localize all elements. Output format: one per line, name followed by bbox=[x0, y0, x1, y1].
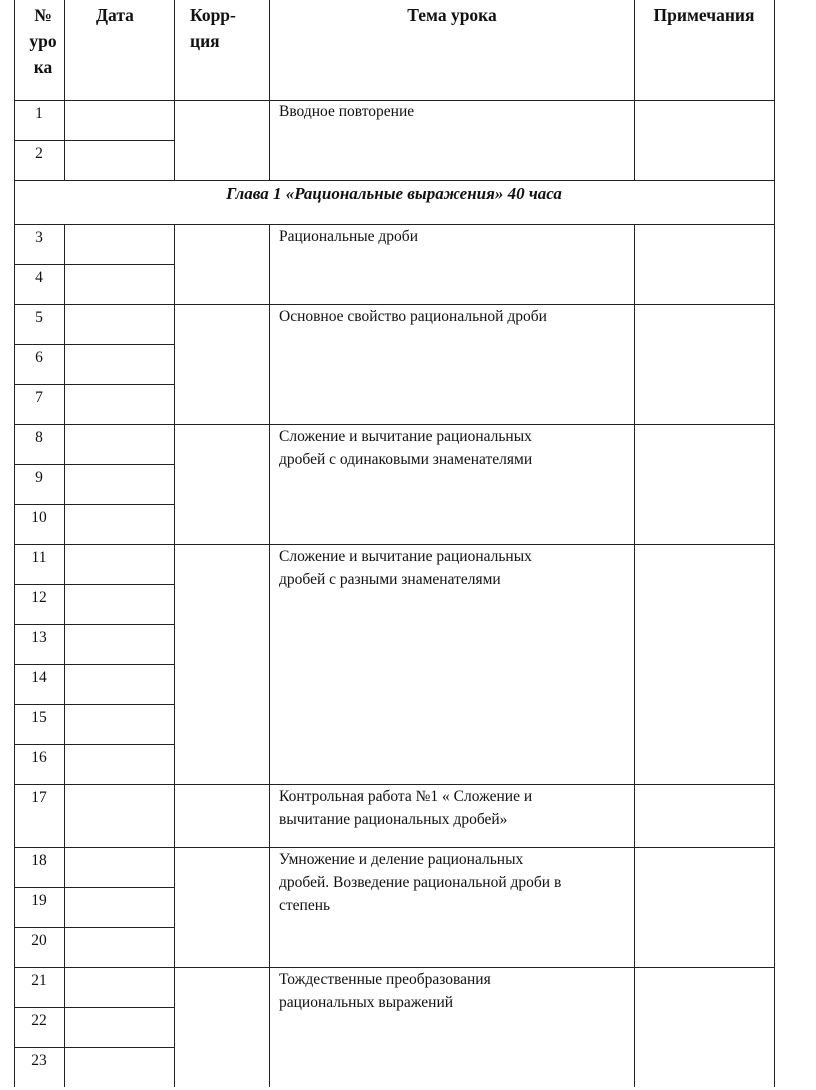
topic-text: Тождественные преобразования рациональных выражений bbox=[279, 971, 491, 1011]
topic-text: Сложение и вычитание рациональных дробей с одинаковыми знаменателями bbox=[279, 428, 533, 468]
lesson-number: 19 bbox=[31, 892, 47, 909]
lesson-number: 12 bbox=[31, 589, 47, 606]
lesson-number: 17 bbox=[31, 789, 47, 806]
table-rule bbox=[14, 544, 175, 545]
table-rule bbox=[14, 180, 15, 224]
lesson-number: 21 bbox=[31, 972, 47, 989]
topic-text: Рациональные дроби bbox=[279, 228, 418, 245]
table-rule bbox=[774, 224, 775, 1087]
table-rule bbox=[269, 0, 270, 180]
lesson-number: 10 bbox=[31, 509, 47, 526]
table-rule bbox=[14, 887, 175, 888]
header-correction: Корр- ция bbox=[190, 5, 236, 51]
table-rule bbox=[774, 180, 775, 224]
header-lesson-number: № уро ка bbox=[29, 5, 57, 77]
table-rule bbox=[14, 784, 175, 785]
lesson-number: 16 bbox=[31, 749, 47, 766]
lesson-number: 20 bbox=[31, 932, 47, 949]
lesson-number: 1 bbox=[35, 105, 43, 122]
lesson-number: 7 bbox=[35, 389, 43, 406]
lesson-number: 18 bbox=[31, 852, 47, 869]
table-rule bbox=[774, 0, 775, 180]
lesson-number: 8 bbox=[35, 429, 43, 446]
lesson-number: 14 bbox=[31, 669, 47, 686]
table-rule bbox=[14, 384, 175, 385]
lesson-number: 22 bbox=[31, 1012, 47, 1029]
lesson-number: 6 bbox=[35, 349, 43, 366]
table-rule bbox=[14, 967, 175, 968]
table-rule bbox=[634, 224, 635, 1087]
lesson-number: 4 bbox=[35, 269, 43, 286]
table-rule bbox=[14, 664, 175, 665]
table-rule bbox=[14, 847, 175, 848]
lesson-number: 13 bbox=[31, 629, 47, 646]
table-rule bbox=[64, 0, 65, 180]
chapter-title: Глава 1 «Рациональные выражения» 40 часа bbox=[226, 184, 562, 203]
topic-text: Сложение и вычитание рациональных дробей с разными знаменателями bbox=[279, 548, 532, 588]
table-rule bbox=[14, 504, 175, 505]
topic-text: Умножение и деление рациональных дробей. Возведение рациональной дроби в степень bbox=[279, 851, 562, 914]
table-rule bbox=[14, 1047, 175, 1048]
table-rule bbox=[14, 704, 175, 705]
header-date: Дата bbox=[96, 5, 134, 25]
table-rule bbox=[14, 1007, 175, 1008]
table-rule bbox=[14, 304, 175, 305]
table-rule bbox=[269, 224, 270, 1087]
topic-text: Контрольная работа №1 « Сложение и вычитание рациональных дробей» bbox=[279, 788, 533, 828]
lesson-number: 23 bbox=[31, 1052, 47, 1069]
lesson-number: 2 bbox=[35, 145, 43, 162]
table-rule bbox=[634, 0, 635, 180]
table-rule bbox=[174, 0, 175, 180]
table-rule bbox=[174, 224, 175, 1087]
table-rule bbox=[14, 180, 775, 181]
table-rule bbox=[14, 744, 175, 745]
table-rule bbox=[14, 140, 175, 141]
lesson-number: 9 bbox=[35, 469, 43, 486]
table-rule bbox=[14, 224, 175, 225]
header-notes: Примечания bbox=[653, 5, 755, 25]
table-rule bbox=[14, 100, 175, 101]
table-rule bbox=[14, 464, 175, 465]
header-topic: Тема урока bbox=[407, 5, 497, 25]
lesson-number: 3 bbox=[35, 229, 43, 246]
table-rule bbox=[14, 424, 175, 425]
table-rule bbox=[14, 224, 15, 1087]
lesson-number: 15 bbox=[31, 709, 47, 726]
table-rule bbox=[14, 344, 175, 345]
lesson-number: 11 bbox=[31, 549, 47, 566]
topic-text: Вводное повторение bbox=[279, 103, 415, 120]
topic-text: Основное свойство рациональной дроби bbox=[279, 308, 547, 325]
table-rule bbox=[14, 624, 175, 625]
table-rule bbox=[14, 0, 15, 180]
table-rule bbox=[14, 927, 175, 928]
table-rule bbox=[14, 584, 175, 585]
table-rule bbox=[64, 224, 65, 1087]
lesson-number: 5 bbox=[35, 309, 43, 326]
table-rule bbox=[14, 264, 175, 265]
